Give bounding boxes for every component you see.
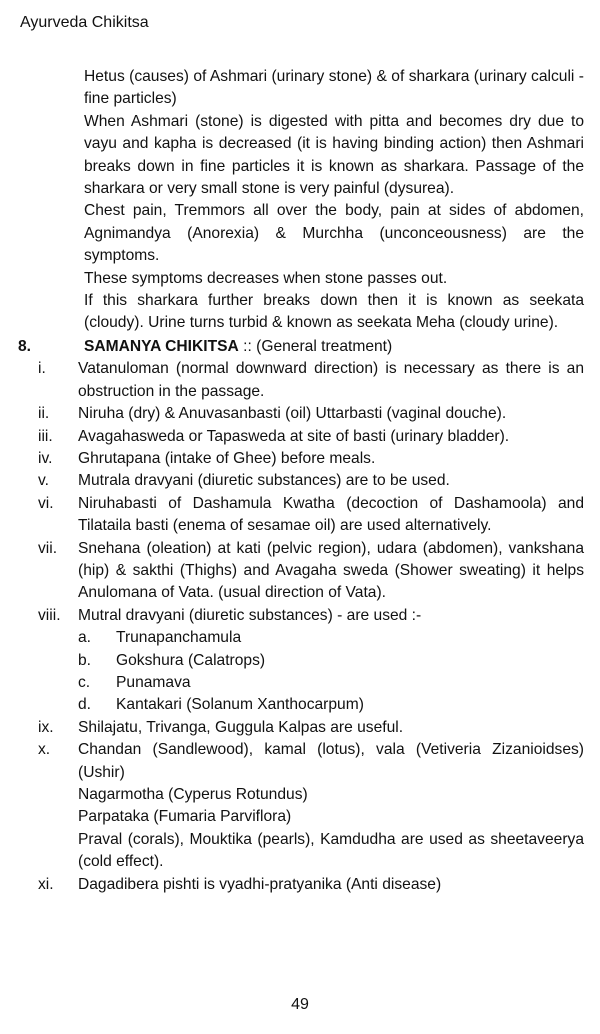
item-text: Dagadibera pishti is vyadhi-pratyanika (Anti disease): [78, 875, 442, 893]
item-extra-line: Nagarmotha (Cyperus Rotundus): [78, 786, 308, 803]
item-text: Avagahasweda or Tapasweda at site of basti (urinary bladder).: [78, 427, 510, 445]
item-number: iv.: [38, 449, 53, 467]
list-item: [38, 717, 584, 739]
sub-item-text: Trunapanchamula: [116, 629, 242, 647]
section-title: [84, 336, 584, 358]
item-text: Chandan (Sandlewood), kamal (lotus), vala (Vetiveria Zizanioidses) (Ushir): [78, 741, 584, 781]
paragraph-hetus: Hetus (causes) of Ashmari (urinary stone) & of sharkara (urinary calculi - fine particles): [84, 68, 584, 108]
item-number: i.: [38, 360, 46, 378]
section-number: 8.: [18, 337, 32, 355]
item-text: Mutral dravyani (diuretic substances) - are used :-: [78, 606, 422, 624]
item-extra-line: Praval (corals), Mouktika (pearls), Kamdudha are used as sheetaveerya (cold effect).: [78, 830, 584, 871]
page-content: [18, 66, 584, 896]
item-number: xi.: [38, 875, 54, 893]
list-item: [38, 358, 584, 403]
list-item: [38, 403, 584, 425]
paragraph-symptoms-decrease: These symptoms decreases when stone passes out.: [84, 269, 448, 287]
item-text: Mutrala dravyani (diuretic substances) are to be used.: [78, 472, 450, 490]
item-number: viii.: [38, 606, 61, 624]
running-header: Ayurveda Chikitsa: [20, 14, 149, 31]
list-item: [38, 605, 584, 717]
item-text: Ghrutapana (intake of Ghee) before meals.: [78, 449, 376, 467]
sub-item-text: Punamava: [116, 673, 191, 691]
item-number: v.: [38, 472, 49, 490]
list-item: [38, 538, 584, 605]
section-title-suffix: :: (General treatment): [238, 337, 393, 355]
treatment-list: [38, 358, 584, 896]
list-item: [38, 426, 584, 448]
item-extra-line: Parpataka (Fumaria Parviflora): [78, 808, 292, 826]
item-text: Niruha (dry) & Anuvasanbasti (oil) Uttarbasti (vaginal douche).: [78, 405, 507, 423]
intro-section: [84, 66, 584, 335]
sub-item-letter: b.: [78, 651, 92, 669]
item-number: x.: [38, 741, 51, 759]
sub-list-item: [78, 694, 584, 716]
item-number: ix.: [38, 718, 54, 736]
paragraph-symptoms: Chest pain, Tremmors all over the body, pain at sides of abdomen, Agnimandya (Anorexia) & Murchha (unconceousness) are the symptoms.: [84, 202, 584, 265]
sub-item-letter: a.: [78, 629, 92, 647]
sub-list-item: [78, 627, 584, 649]
item-text: Vatanuloman (normal downward direction) is necessary as there is an obstruction in the passage.: [78, 360, 584, 400]
item-text: Shilajatu, Trivanga, Guggula Kalpas are useful.: [78, 718, 404, 736]
sub-item-text: Kantakari (Solanum Xanthocarpum): [116, 696, 364, 714]
paragraph-ashmari-digestion: When Ashmari (stone) is digested with pitta and becomes dry due to vayu and kapha is decreased (it is having binding action) then Ashmari breaks down in fine particles it is known as sharkara. Passage of the sharkara or very small stone is very painful (dysurea).: [84, 112, 584, 198]
item-number: ii.: [38, 405, 50, 423]
list-item: [38, 739, 584, 873]
sub-list-item: [78, 650, 584, 672]
list-item: [38, 874, 584, 896]
list-item: [38, 448, 584, 470]
item-number: vii.: [38, 539, 58, 557]
section-title-bold: SAMANYA CHIKITSA: [84, 337, 239, 355]
item-text: Niruhabasti of Dashamula Kwatha (decoction of Dashamoola) and Tilataila basti (enema of sesamae oil) are used alternatively.: [78, 494, 584, 535]
list-item: [38, 470, 584, 492]
item-number: vi.: [38, 494, 54, 512]
diuretic-sub-list: [78, 627, 584, 717]
list-item: [38, 493, 584, 538]
sub-list-item: [78, 672, 584, 694]
item-text: Snehana (oleation) at kati (pelvic region), udara (abdomen), vankshana (hip) & sakthi (Thighs) and Avagaha sweda (Shower sweating) it helps Anulomana of Vata. (usual direction of Vata).: [78, 539, 584, 602]
paragraph-seekata: If this sharkara further breaks down then it is known as seekata (cloudy). Urine turns turbid & known as seekata Meha (cloudy urine).: [84, 292, 584, 332]
sub-item-letter: d.: [78, 696, 92, 714]
page-number: 49: [291, 996, 309, 1013]
item-number: iii.: [38, 427, 53, 445]
section-samanya-chikitsa: [18, 336, 584, 896]
sub-item-text: Gokshura (Calatrops): [116, 651, 266, 669]
sub-item-letter: c.: [78, 673, 91, 691]
